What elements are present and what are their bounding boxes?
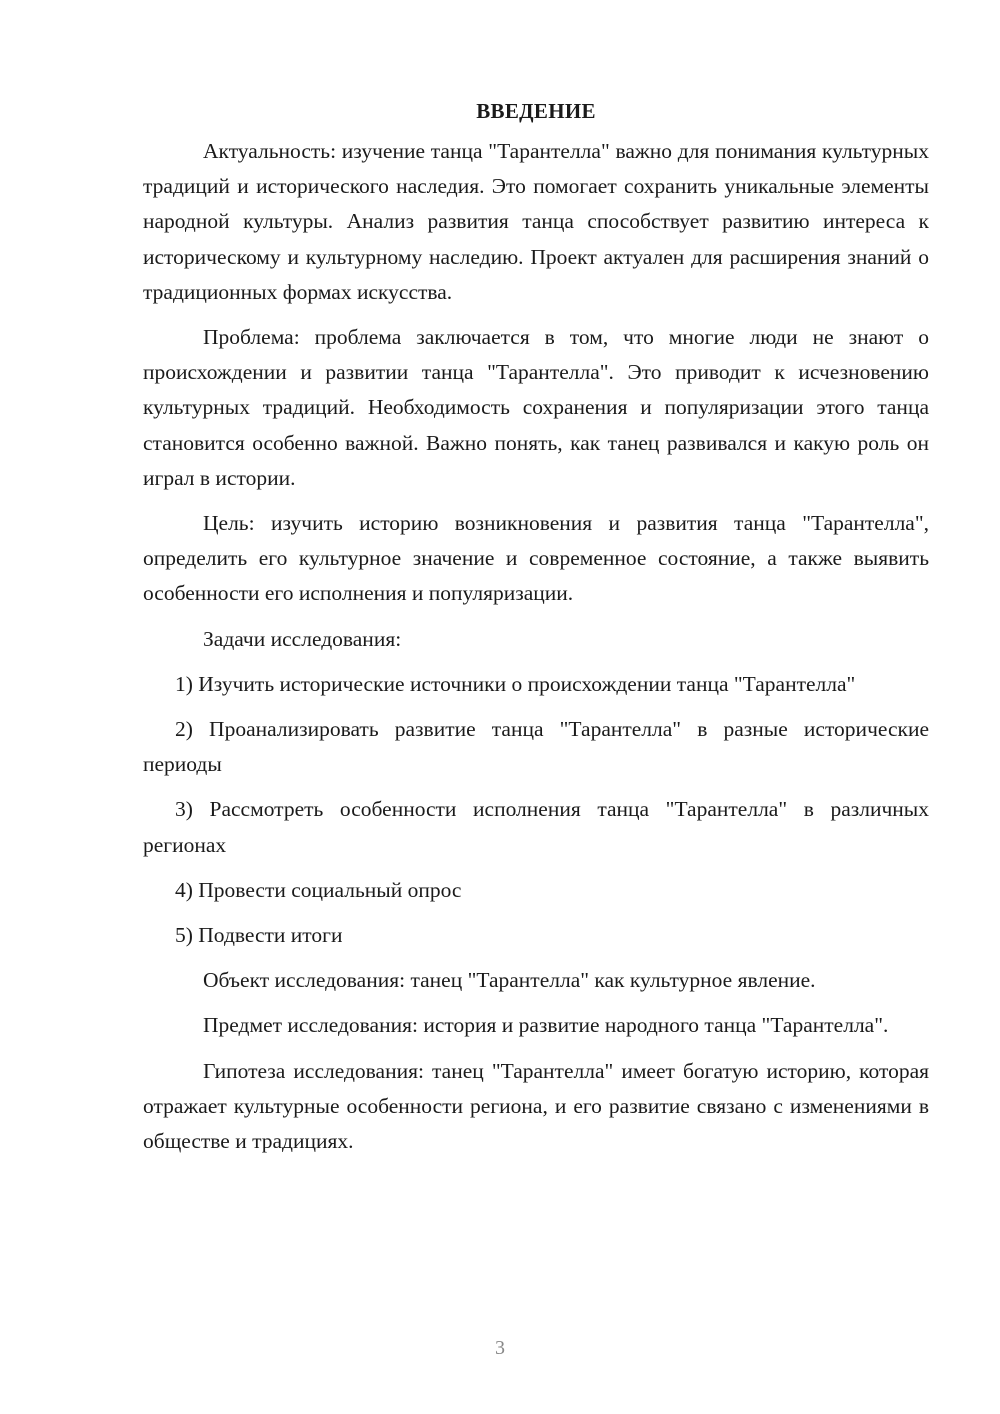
object-paragraph: Объект исследования: танец "Тарантелла" как культурное явление. xyxy=(203,968,816,993)
task-item: 3) Рассмотреть особенности исполнения танца "Тарантелла" в различных регионах xyxy=(143,797,929,857)
problem-paragraph: Проблема: проблема заключается в том, что многие люди не знают о происхождении и развитии танца "Тарантелла". Это приводит к исчезновению культурных традиций. Необходимость сохранения и популяризации этого танца становится особенно важной. Важно понять, как танец развивался и какую роль он играл в истории. xyxy=(143,325,929,490)
page-title: ВВЕДЕНИЕ xyxy=(476,99,596,123)
subject-paragraph: Предмет исследования: история и развитие народного танца "Тарантелла". xyxy=(203,1013,889,1038)
task-item: 5) Подвести итоги xyxy=(175,923,343,948)
task-item: 1) Изучить исторические источники о происхождении танца "Тарантелла" xyxy=(175,671,856,696)
page-number: 3 xyxy=(495,1337,505,1359)
task-item: 4) Провести социальный опрос xyxy=(175,877,462,902)
tasks-title: Задачи исследования: xyxy=(203,626,402,651)
task-item: 2) Проанализировать развитие танца "Тарантелла" в разные исторические периоды xyxy=(143,717,929,777)
goal-paragraph: Цель: изучить историю возникновения и развития танца "Тарантелла", определить его культурное значение и современное состояние, а также выявить особенности его исполнения и популяризации. xyxy=(143,511,929,606)
hypothesis-paragraph: Гипотеза исследования: танец "Тарантелла" имеет богатую историю, которая отражает культурные особенности региона, и его развитие связано с изменениями в обществе и традициях. xyxy=(143,1058,929,1154)
page-content xyxy=(143,96,929,1169)
relevance-paragraph: Актуальность: изучение танца "Тарантелла" важно для понимания культурных традиций и исторического наследия. Это помогает сохранить уникальные элементы народной культуры. Анализ развития танца способствует развитию интереса к историческому и культурному наследию. Проект актуален для расширения знаний о традиционных формах искусства. xyxy=(143,139,929,304)
